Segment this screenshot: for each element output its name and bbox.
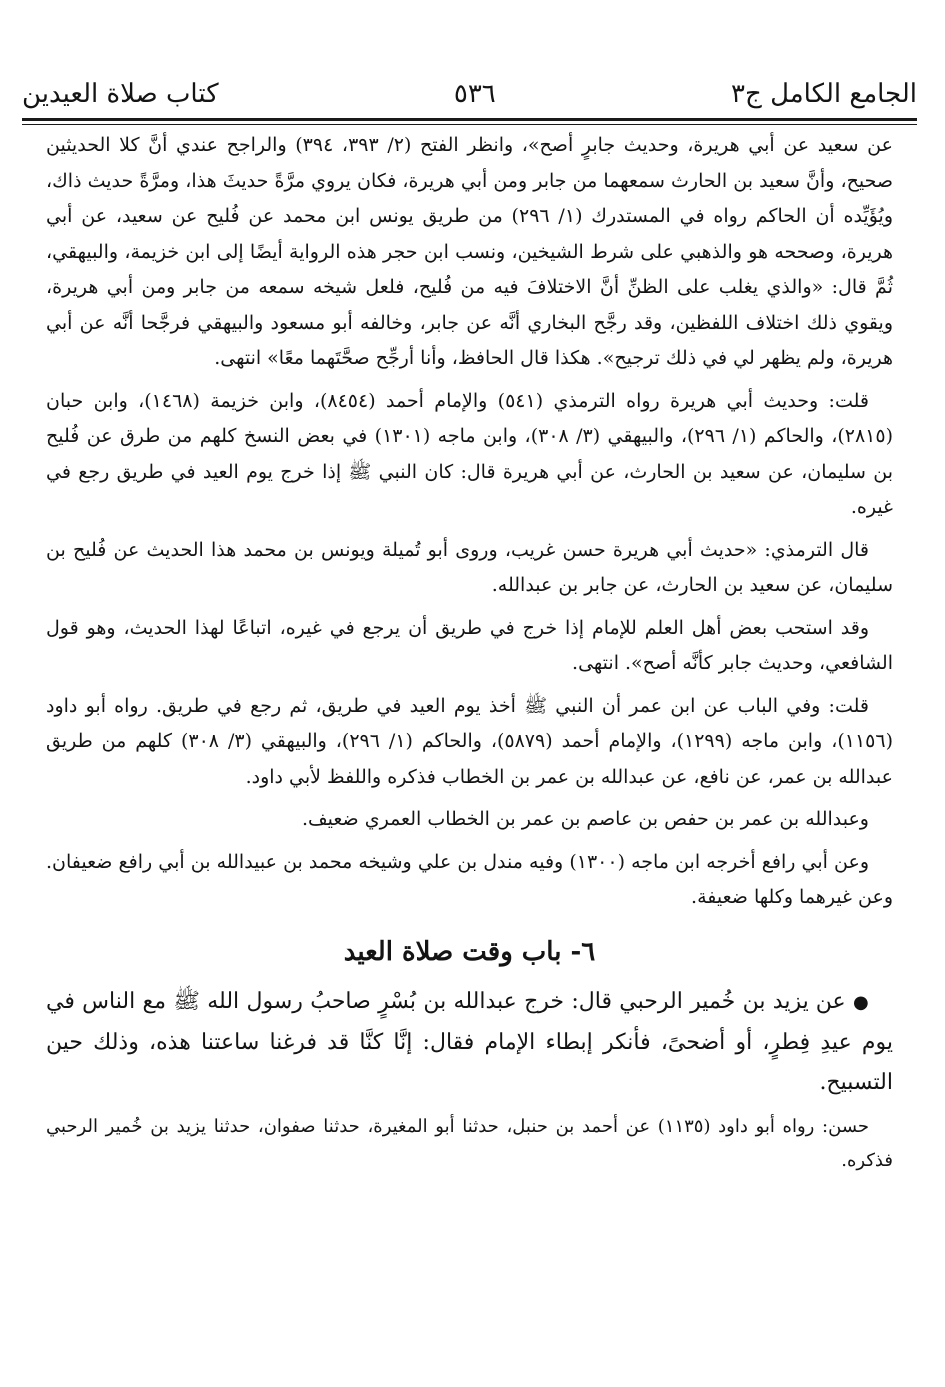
series-title: الجامع الكامل ج٣	[731, 79, 917, 109]
header-rule-thin	[22, 124, 917, 125]
commentary-paragraph-5: قلت: وفي الباب عن ابن عمر أن النبي ﷺ أخذ يوم العيد في طريق، ثم رجع في طريق. رواه أبو داود (١١٥٦)، وابن ماجه (١٢٩٩)، والإمام أحمد (٥٨٧٩)، والحاكم (١/ ٢٩٦)، والبيهقي (٣/ ٣٠٨) كلهم من طريق عبدالله بن عمر، عن نافع، عن عبدالله بن عمر بن الخطاب فذكره واللفظ لأبي داود.	[46, 694, 893, 788]
commentary-paragraph-1: عن سعيد عن أبي هريرة، وحديث جابرٍ أصح»، وانظر الفتح (٢/ ٣٩٣، ٣٩٤) والراجح عندي أنَّ كلا الحديثين صحيح، وأنَّ سعيد بن الحارث سمعهما من جابر ومن أبي هريرة، فكان يروي مرَّةً حديثَ هذا، ومرَّةً حديث ذاك، ويُؤَيِّده أن الحاكم رواه في المستدرك (١/ ٢٩٦) من طريق يونس ابن محمد عن فُليح عن سعيد، عن أبي هريرة، وصححه هو والذهبي على شرط الشيخين، ونسب ابن حجر هذه الرواية أيضًا إلى ابن خزيمة، والبيهقي، ثُمَّ قال: «والذي يغلب على الظنِّ أنَّ الاختلافَ فيه من فُليح، فلعل شيخه سمعه من جابر ومن أبي هريرة، ويقوي ذلك اختلاف اللفظين، وقد رجَّح البخاري أنَّه عن جابر، وخالفه أبو مسعود والبيهقي فرجَّحا أنَّه عن أبي هريرة، ولم يظهر لي في ذلك ترجيح». هكذا قال الحافظ، وأنا أرجِّح صحَّتَهما معًا» انتهى.	[46, 134, 893, 369]
hadith-body: عن يزيد بن خُمير الرحبي قال: خرج عبدالله بن بُسْرٍ صاحبُ رسول الله ﷺ مع الناس في يوم عيدِ فِطرٍ، أو أضحىً، فأنكر إبطاء الإمام فقال: إنَّا كنَّا قد فرغنا ساعتنا هذه، وذلك حين التسبيح.	[46, 988, 893, 1095]
commentary-paragraph-6: وعبدالله بن عمر بن حفص بن عاصم بن عمر بن الخطاب العمري ضعيف.	[301, 808, 869, 830]
chapter-heading: ٦- باب وقت صلاة العيد	[343, 936, 596, 967]
takhrij-note: حسن: رواه أبو داود (١١٣٥) عن أحمد بن حنبل، حدثنا أبو المغيرة، حدثنا صفوان، حدثنا يزيد بن خُمير الرحبي فذكره.	[46, 1115, 893, 1171]
book-title: كتاب صلاة العيدين	[22, 79, 219, 109]
bullet-icon: ●	[852, 991, 869, 1013]
commentary-paragraph-2: قلت: وحديث أبي هريرة رواه الترمذي (٥٤١) والإمام أحمد (٨٤٥٤)، وابن خزيمة (١٤٦٨)، وابن حبان (٢٨١٥)، والحاكم (١/ ٢٩٦)، والبيهقي (٣/ ٣٠٨)، وابن ماجه (١٣٠١) في بعض النسخ كلهم من طرق عن فُليح بن سليمان، عن سعيد بن الحارث، عن أبي هريرة قال: كان النبي ﷺ إذا خرج يوم العيد في طريق رجع في غيره.	[46, 389, 894, 518]
running-header	[22, 74, 917, 114]
page-number: ٥٣٦	[453, 79, 496, 109]
page-body	[46, 128, 893, 1178]
commentary-paragraph-3: قال الترمذي: «حديث أبي هريرة حسن غريب، وروى أبو تُميلة ويونس بن محمد هذا الحديث عن فُليح بن سليمان، عن سعيد بن الحارث، عن جابر بن عبدالله.	[46, 538, 893, 596]
hadith-text	[46, 982, 893, 1103]
commentary-paragraph-4: وقد استحب بعض أهل العلم للإمام إذا خرج في طريق أن يرجع في غيره، اتباعًا لهذا الحديث، وهو قول الشافعي، وحديث جابر كأنَّه أصح». انتهى.	[46, 616, 893, 674]
header-rule-thick	[22, 118, 917, 121]
commentary-paragraph-7: وعن أبي رافع أخرجه ابن ماجه (١٣٠٠) وفيه مندل بن علي وشيخه محمد بن عبيدالله بن أبي رافع ضعيفان. وعن غيرهما وكلها ضعيفة.	[46, 850, 893, 908]
